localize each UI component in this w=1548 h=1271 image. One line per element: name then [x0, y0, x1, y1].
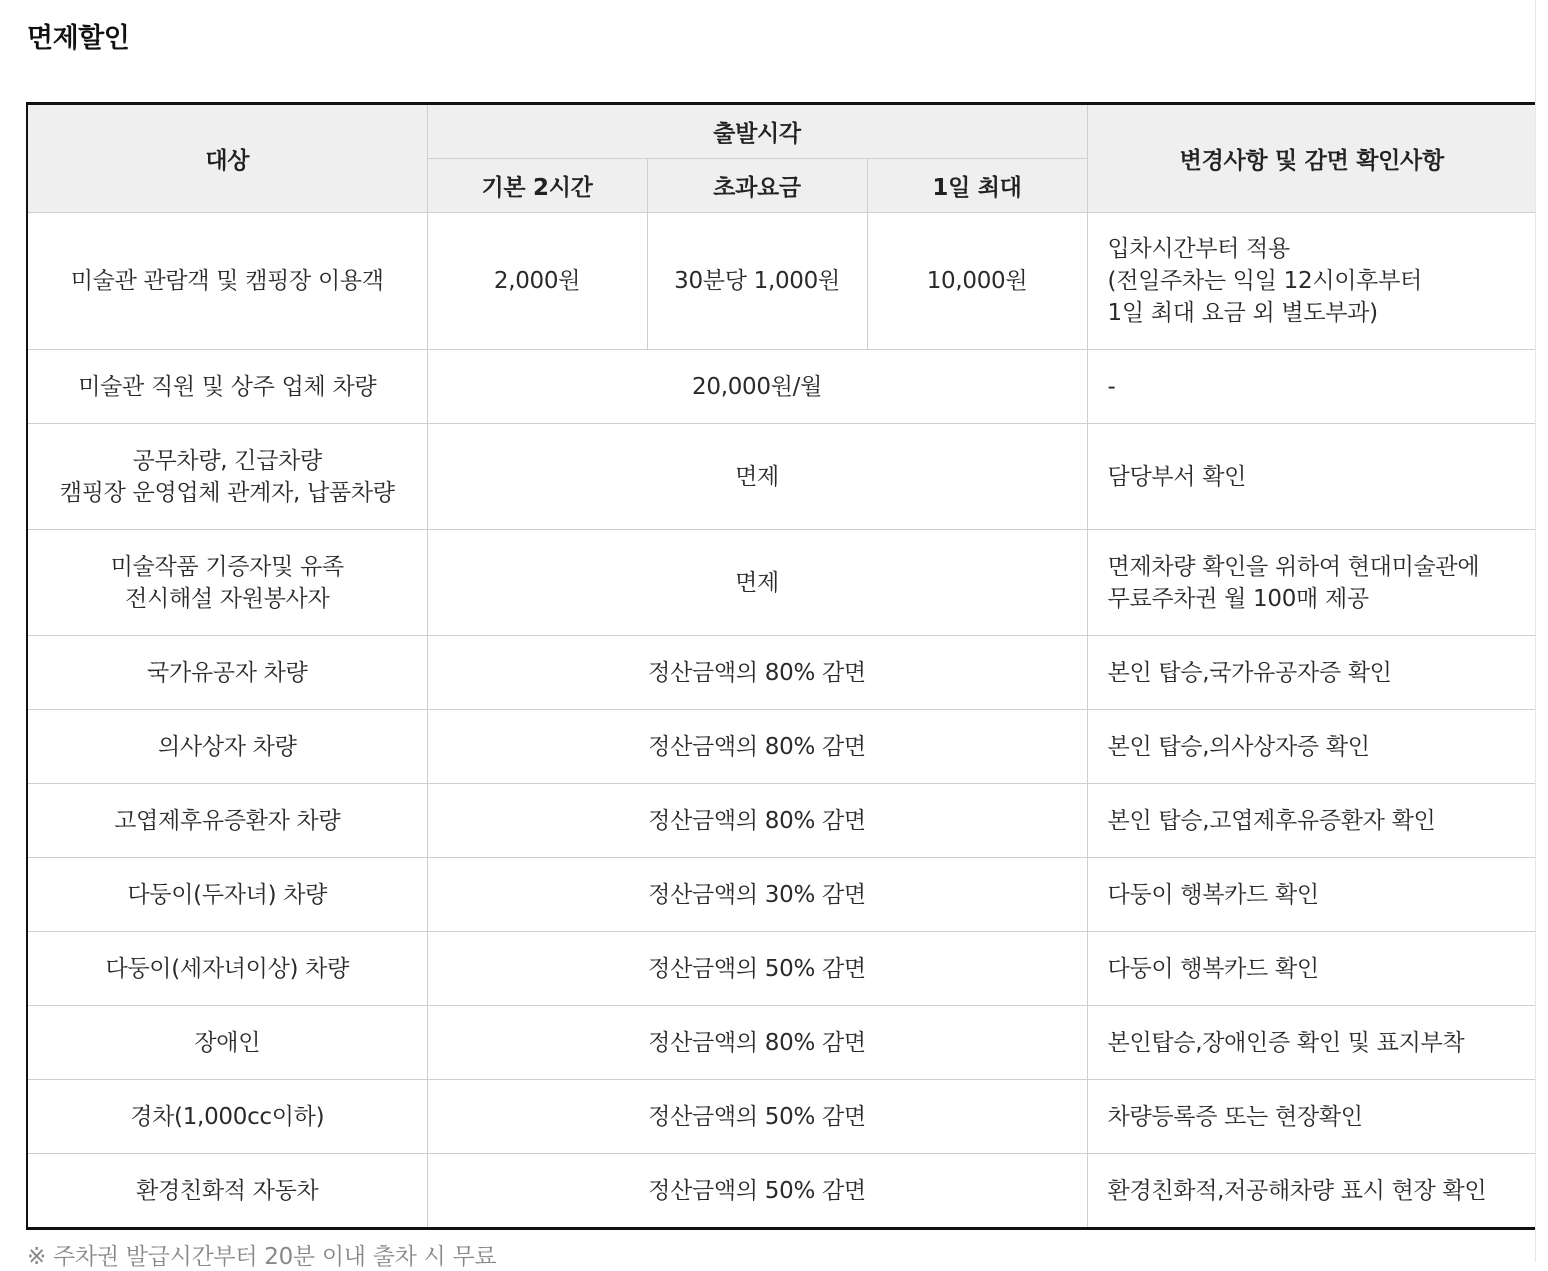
note-line: 1일 최대 요금 외 별도부과) — [1107, 300, 1378, 326]
cell-fee: 20,000원/월 — [427, 350, 1087, 424]
cell-note: 담당부서 확인 — [1087, 424, 1537, 530]
cell-fee: 정산금액의 50% 감면 — [427, 1154, 1087, 1229]
cell-target: 환경친화적 자동차 — [27, 1154, 427, 1229]
note-line: (전일주차는 익일 12시이후부터 — [1107, 268, 1422, 294]
cell-note: 본인 탑승,국가유공자증 확인 — [1087, 636, 1537, 710]
cell-basic: 2,000원 — [427, 213, 647, 350]
table-row — [27, 213, 1537, 350]
cell-fee: 정산금액의 30% 감면 — [427, 858, 1087, 932]
target-line: 미술작품 기증자및 유족 — [110, 553, 344, 580]
target-line: 공무차량, 긴급차량 — [132, 447, 322, 474]
cell-target — [27, 530, 427, 636]
table-row — [27, 350, 1537, 424]
cell-fee: 정산금액의 80% 감면 — [427, 710, 1087, 784]
cell-fee: 정산금액의 50% 감면 — [427, 1080, 1087, 1154]
table-row — [27, 858, 1537, 932]
header-target: 대상 — [27, 104, 427, 213]
table-row — [27, 424, 1537, 530]
cell-extra-fee: 30분당 1,000원 — [647, 213, 867, 350]
table-row — [27, 932, 1537, 1006]
cell-note: 본인 탑승,의사상자증 확인 — [1087, 710, 1537, 784]
header-basic: 기본 2시간 — [427, 159, 647, 213]
cell-fee: 정산금액의 50% 감면 — [427, 932, 1087, 1006]
cell-fee: 정산금액의 80% 감면 — [427, 636, 1087, 710]
header-daily-max: 1일 최대 — [867, 159, 1087, 213]
target-line: 캠핑장 운영업체 관계자, 납품차량 — [59, 479, 395, 506]
cell-target: 의사상자 차량 — [27, 710, 427, 784]
cell-fee: 면제 — [427, 424, 1087, 530]
cell-target: 다둥이(두자녀) 차량 — [27, 858, 427, 932]
page-title: 면제할인 — [27, 23, 130, 54]
cell-note: 차량등록증 또는 현장확인 — [1087, 1080, 1537, 1154]
cell-target: 국가유공자 차량 — [27, 636, 427, 710]
header-notes: 변경사항 및 감면 확인사항 — [1087, 104, 1537, 213]
cell-note: 본인탑승,장애인증 확인 및 표지부착 — [1087, 1006, 1537, 1080]
header-departure-time: 출발시각 — [427, 104, 1087, 159]
cell-note: 다둥이 행복카드 확인 — [1087, 858, 1537, 932]
cell-target: 미술관 직원 및 상주 업체 차량 — [27, 350, 427, 424]
table-header — [27, 104, 1537, 213]
table-row — [27, 1154, 1537, 1229]
cell-fee: 면제 — [427, 530, 1087, 636]
cell-target: 미술관 관람객 및 캠핑장 이용객 — [27, 213, 427, 350]
cell-daily-max: 10,000원 — [867, 213, 1087, 350]
note-line: 면제차량 확인을 위하여 현대미술관에 — [1107, 553, 1480, 580]
target-line: 전시해설 자원봉사자 — [125, 585, 330, 612]
cell-note: 환경친화적,저공해차량 표시 현장 확인 — [1087, 1154, 1537, 1229]
cell-target — [27, 424, 427, 530]
discount-fee-table — [26, 102, 1538, 1230]
cell-note: 다둥이 행복카드 확인 — [1087, 932, 1537, 1006]
footnote: ※ 주차권 발급시간부터 20분 이내 출차 시 무료 — [27, 1244, 497, 1270]
cell-note — [1087, 213, 1537, 350]
table-row — [27, 1080, 1537, 1154]
table-row — [27, 710, 1537, 784]
cell-note: 본인 탑승,고엽제후유증환자 확인 — [1087, 784, 1537, 858]
cell-note: - — [1087, 350, 1537, 424]
table-row — [27, 530, 1537, 636]
scrollbar[interactable] — [1535, 0, 1548, 1262]
table-row — [27, 1006, 1537, 1080]
cell-target: 고엽제후유증환자 차량 — [27, 784, 427, 858]
header-row — [27, 104, 1537, 159]
cell-target: 다둥이(세자녀이상) 차량 — [27, 932, 427, 1006]
cell-fee: 정산금액의 80% 감면 — [427, 1006, 1087, 1080]
table-row — [27, 784, 1537, 858]
cell-fee: 정산금액의 80% 감면 — [427, 784, 1087, 858]
header-extra-fee: 초과요금 — [647, 159, 867, 213]
note-line: 입차시간부터 적용 — [1107, 236, 1290, 262]
cell-target: 경차(1,000cc이하) — [27, 1080, 427, 1154]
table-row — [27, 636, 1537, 710]
cell-note — [1087, 530, 1537, 636]
cell-target: 장애인 — [27, 1006, 427, 1080]
table-body — [27, 213, 1537, 1229]
note-line: 무료주차권 월 100매 제공 — [1107, 585, 1369, 612]
